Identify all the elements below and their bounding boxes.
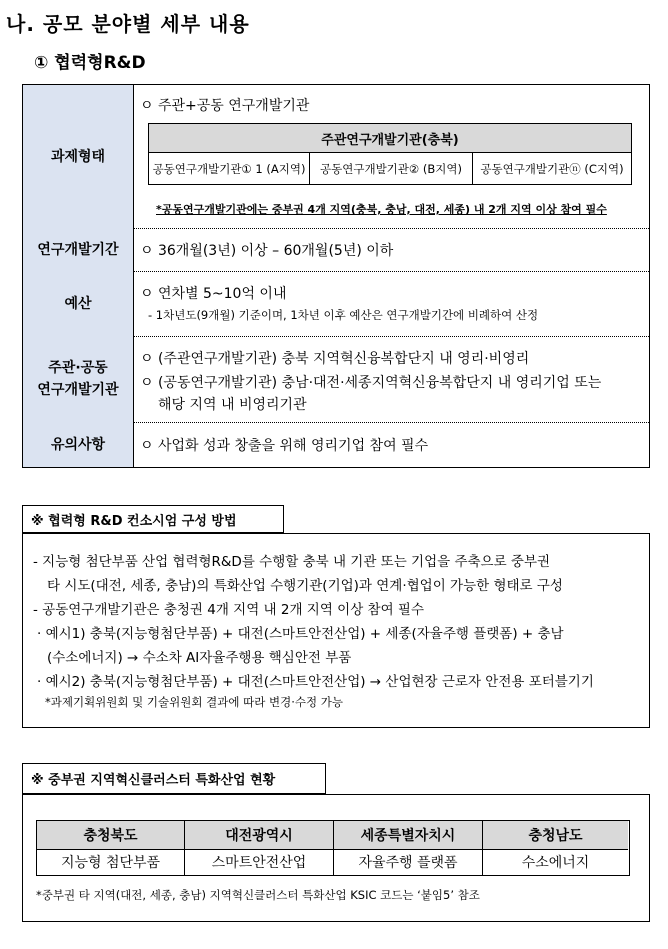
header-daejeon: 대전광역시 bbox=[185, 821, 333, 850]
joint-institution-2: 공동연구개발기관② (B지역) bbox=[320, 161, 462, 176]
overview-table bbox=[22, 84, 650, 468]
lead-institution-header: 주관연구개발기관(충북) bbox=[149, 124, 631, 153]
cluster-industry-table bbox=[36, 820, 630, 876]
label-institutions-line1: 주관·공동 bbox=[48, 360, 108, 376]
joint-institution-text: ㅇ (공동연구개발기관) 충남·대전·세종지역혁신융복합단지 내 영리기업 또는 bbox=[140, 375, 602, 391]
consortium-example-line: (수소에너지) → 수소차 AI자율주행용 핵심안전 부품 bbox=[47, 650, 352, 666]
consortium-structure-table bbox=[148, 123, 632, 185]
cell-project-type bbox=[134, 85, 649, 228]
row-institutions bbox=[23, 336, 649, 423]
row-research-period bbox=[23, 228, 649, 272]
joint-institution-text-cont: 해당 지역 내 비영리기관 bbox=[158, 397, 307, 413]
budget-text: ㅇ 연차별 5~10억 이내 bbox=[140, 286, 287, 302]
cell-notice bbox=[134, 422, 649, 467]
cluster-title: ※ 중부권 지역혁신클러스터 특화산업 현황 bbox=[22, 763, 326, 794]
header-chungbuk: 충청북도 bbox=[37, 821, 184, 850]
notice-text: ㅇ 사업화 성과 창출을 위해 영리기업 참여 필수 bbox=[140, 438, 429, 454]
budget-detail: - 1차년도(9개월) 기준이며, 1차년 이후 예산은 연구개발기간에 비례하여 산정 bbox=[148, 308, 539, 322]
divider bbox=[184, 821, 185, 875]
divider bbox=[333, 821, 334, 875]
header-chungnam: 충청남도 bbox=[483, 821, 628, 850]
label-institutions-line2: 연구개발기관 bbox=[37, 382, 119, 398]
joint-institution-n: 공동연구개발기관ⓝ (C지역) bbox=[480, 161, 624, 176]
section-heading: 나. 공모 분야별 세부 내용 bbox=[6, 12, 250, 36]
consortium-line: 타 시도(대전, 세종, 충남)의 특화산업 수행기관(기업)과 연계·협업이 가능한 형태로 구성 bbox=[47, 578, 563, 594]
divider bbox=[482, 821, 483, 875]
row-notice bbox=[23, 422, 649, 467]
research-period-text: ㅇ 36개월(3년) 이상 – 60개월(5년) 이하 bbox=[140, 243, 394, 259]
header-sejong: 세종특별자치시 bbox=[334, 821, 482, 850]
project-type-line: ㅇ 주관+공동 연구개발기관 bbox=[140, 98, 310, 114]
cell-research-period bbox=[134, 228, 649, 271]
consortium-line: - 공동연구개발기관은 충청권 4개 지역 내 2개 지역 이상 참여 필수 bbox=[33, 602, 424, 618]
label-project-type: 과제형태 bbox=[23, 85, 134, 228]
label-notice: 유의사항 bbox=[23, 422, 134, 467]
cell-institutions bbox=[134, 336, 649, 422]
lead-institution-text: ㅇ (주관연구개발기관) 충북 지역혁신융복합단지 내 영리·비영리 bbox=[140, 351, 530, 367]
value-sejong: 자율주행 플랫폼 bbox=[358, 855, 458, 871]
label-budget: 예산 bbox=[23, 271, 134, 336]
cell-budget bbox=[134, 271, 649, 336]
subsection-heading: ① 협력형R&D bbox=[34, 53, 146, 73]
consortium-footnote: *과제기획위원회 및 기술위원회 결과에 따라 변경·수정 가능 bbox=[45, 695, 343, 709]
consortium-method-box bbox=[22, 533, 650, 728]
row-project-type bbox=[23, 85, 649, 229]
consortium-line: - 지능형 첨단부품 산업 협력형R&D를 수행할 충북 내 기관 또는 기업을 주축으로 중부권 bbox=[33, 554, 551, 570]
value-chungbuk: 지능형 첨단부품 bbox=[60, 855, 161, 871]
consortium-example-line: · 예시1) 충북(지능형첨단부품) + 대전(스마트안전산업) + 세종(자율주행 플랫폼) + 충남 bbox=[37, 626, 564, 642]
row-budget bbox=[23, 271, 649, 337]
consortium-method-title: ※ 협력형 R&D 컨소시엄 구성 방법 bbox=[22, 505, 284, 533]
participation-note: *공동연구개발기관에는 중부권 4개 지역(충북, 충남, 대전, 세종) 내 2개 지역 이상 참여 필수 bbox=[156, 203, 607, 216]
value-chungnam: 수소에너지 bbox=[521, 855, 590, 871]
cluster-footnote: *중부권 타 지역(대전, 세종, 충남) 지역혁신클러스터 특화산업 KSIC 코드는 ‘붙임5’ 참조 bbox=[36, 888, 480, 902]
label-research-period: 연구개발기간 bbox=[23, 228, 134, 271]
joint-institution-1: 공동연구개발기관① 1 (A지역) bbox=[152, 161, 306, 176]
label-institutions bbox=[23, 336, 134, 422]
consortium-example-line: · 예시2) 충북(지능형첨단부품) + 대전(스마트안전산업) → 산업현장 근로자 안전용 포터블기기 bbox=[37, 674, 594, 690]
value-daejeon: 스마트안전산업 bbox=[211, 855, 307, 871]
